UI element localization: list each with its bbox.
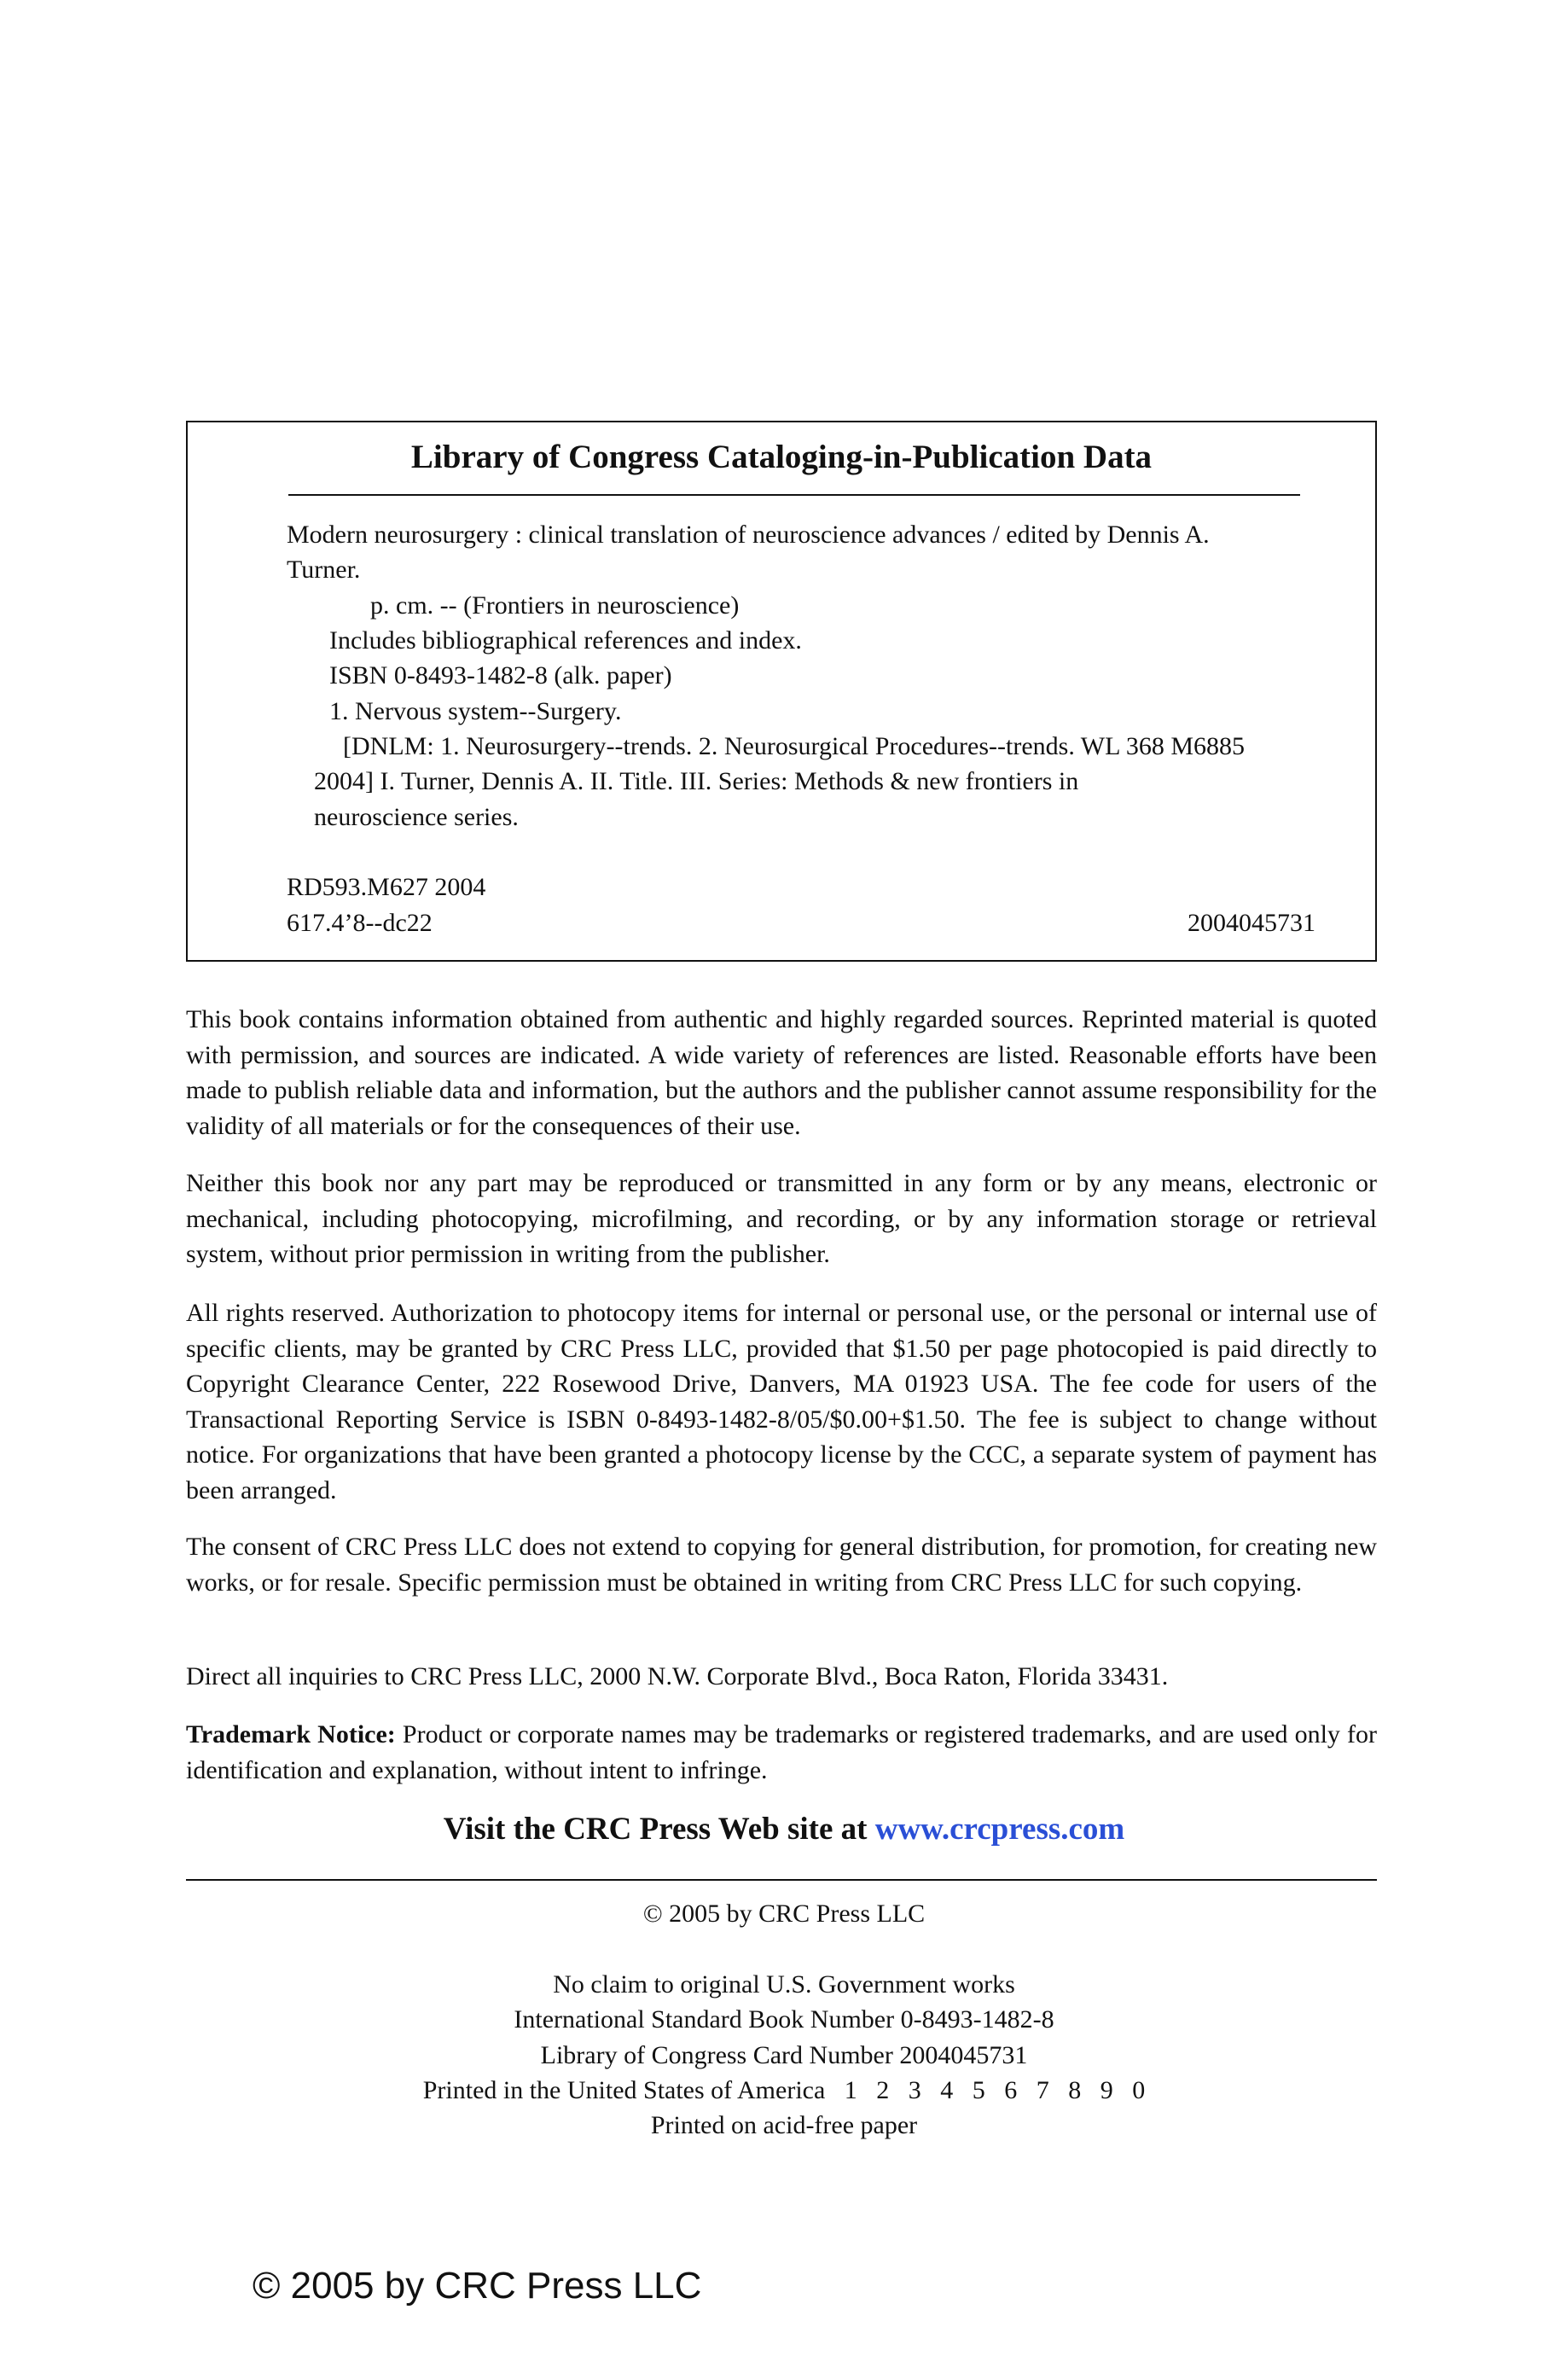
cip-dnlm-line: 2004] I. Turner, Dennis A. II. Title. III. Series: Methods & new frontiers in — [314, 767, 1079, 795]
cip-isbn-line: ISBN 0-8493-1482-8 (alk. paper) — [329, 661, 672, 689]
imprint-printed-in: Printed in the United States of America 1 2 3 4 5 6 7 8 9 0 — [422, 2076, 1146, 2104]
imprint-copyright: © 2005 by CRC Press LLC — [642, 1900, 926, 1928]
cip-call-number: RD593.M627 2004 — [287, 873, 486, 901]
imprint-paper: Printed on acid-free paper — [650, 2111, 918, 2139]
consent-paragraph: The consent of CRC Press LLC does not extend to copying for general distribution, for promotion, for creating new works, or for resale. Specific permission must be obtained in writing from CRC Press LLC for such copying. — [186, 1533, 1377, 1597]
cip-dnlm-line: [DNLM: 1. Neurosurgery--trends. 2. Neurosurgical Procedures--trends. WL 368 M6885 — [343, 732, 1245, 760]
cip-collation-line: p. cm. -- (Frontiers in neuroscience) — [370, 591, 740, 620]
cip-title: Library of Congress Cataloging-in-Publication Data — [410, 439, 1153, 475]
cip-dnlm-line: neuroscience series. — [314, 803, 519, 831]
cip-dewey-number: 617.4’8--dc22 — [287, 909, 433, 937]
reproduction-paragraph: Neither this book nor any part may be reproduced or transmitted in any form or by any means, electronic or mechanical, including photocopying, microfilming, and recording, or by any information storage or retrieval system, without prior permission in writing from the publisher. — [186, 1169, 1377, 1269]
cip-lccn: 2004045731 — [1188, 909, 1315, 937]
footer-copyright: © 2005 by CRC Press LLC — [253, 2265, 702, 2307]
cip-entry-line: Turner. — [287, 556, 361, 584]
trademark-label: Trademark Notice: — [186, 1720, 396, 1748]
imprint-lccn: Library of Congress Card Number 2004045731 — [540, 2041, 1028, 2069]
cip-note-line: Includes bibliographical references and index. — [329, 626, 802, 655]
cip-title-rule — [288, 494, 1300, 496]
visit-text: Visit the CRC Press Web site at — [443, 1812, 875, 1847]
rights-paragraph: All rights reserved. Authorization to photocopy items for internal or personal use, or the personal or internal use of specific clients, may be granted by CRC Press LLC, provided that $1.50 per page photocopied is paid directly to Copyright Clearance Center, 222 Rosewood Drive, Danvers, MA 01923 USA. The fee code for users of the Transactional Reporting Service is ISBN 0-8493-1482-8/05/$0.00+$1.50. The fee is subject to change without notice. For organizations that have been granted a photocopy license by the CCC, a separate system of payment has been arranged. — [186, 1299, 1377, 1504]
imprint-government-claim: No claim to original U.S. Government works — [553, 1970, 1015, 1999]
inquiries-paragraph: Direct all inquiries to CRC Press LLC, 2000 N.W. Corporate Blvd., Boca Raton, Florida 33431. — [186, 1662, 1169, 1690]
visit-website-line — [0, 1811, 1568, 1847]
disclaimer-paragraph: This book contains information obtained from authentic and highly regarded sources. Reprinted material is quoted with permission, and sources are indicated. A wide variety of references are listed. Reasonable efforts have been made to publish reliable data and information, but the authors and the publisher cannot assume responsibility for the validity of all materials or for the consequences of their use. — [186, 1005, 1377, 1140]
cip-entry-line: Modern neurosurgery : clinical translation of neuroscience advances / edited by Dennis A. — [287, 521, 1210, 549]
trademark-paragraph — [186, 1717, 1377, 1788]
cip-data-box — [186, 421, 1377, 962]
trademark-text: Product or corporate names may be trademarks or registered trademarks, and are used only for identification and explanation, without intent to infringe. — [186, 1720, 1378, 1784]
imprint-isbn: International Standard Book Number 0-8493-1482-8 — [514, 2005, 1054, 2033]
website-link[interactable]: www.crcpress.com — [874, 1812, 1125, 1847]
cip-subject-line: 1. Nervous system--Surgery. — [329, 697, 622, 725]
imprint-rule — [186, 1879, 1377, 1881]
